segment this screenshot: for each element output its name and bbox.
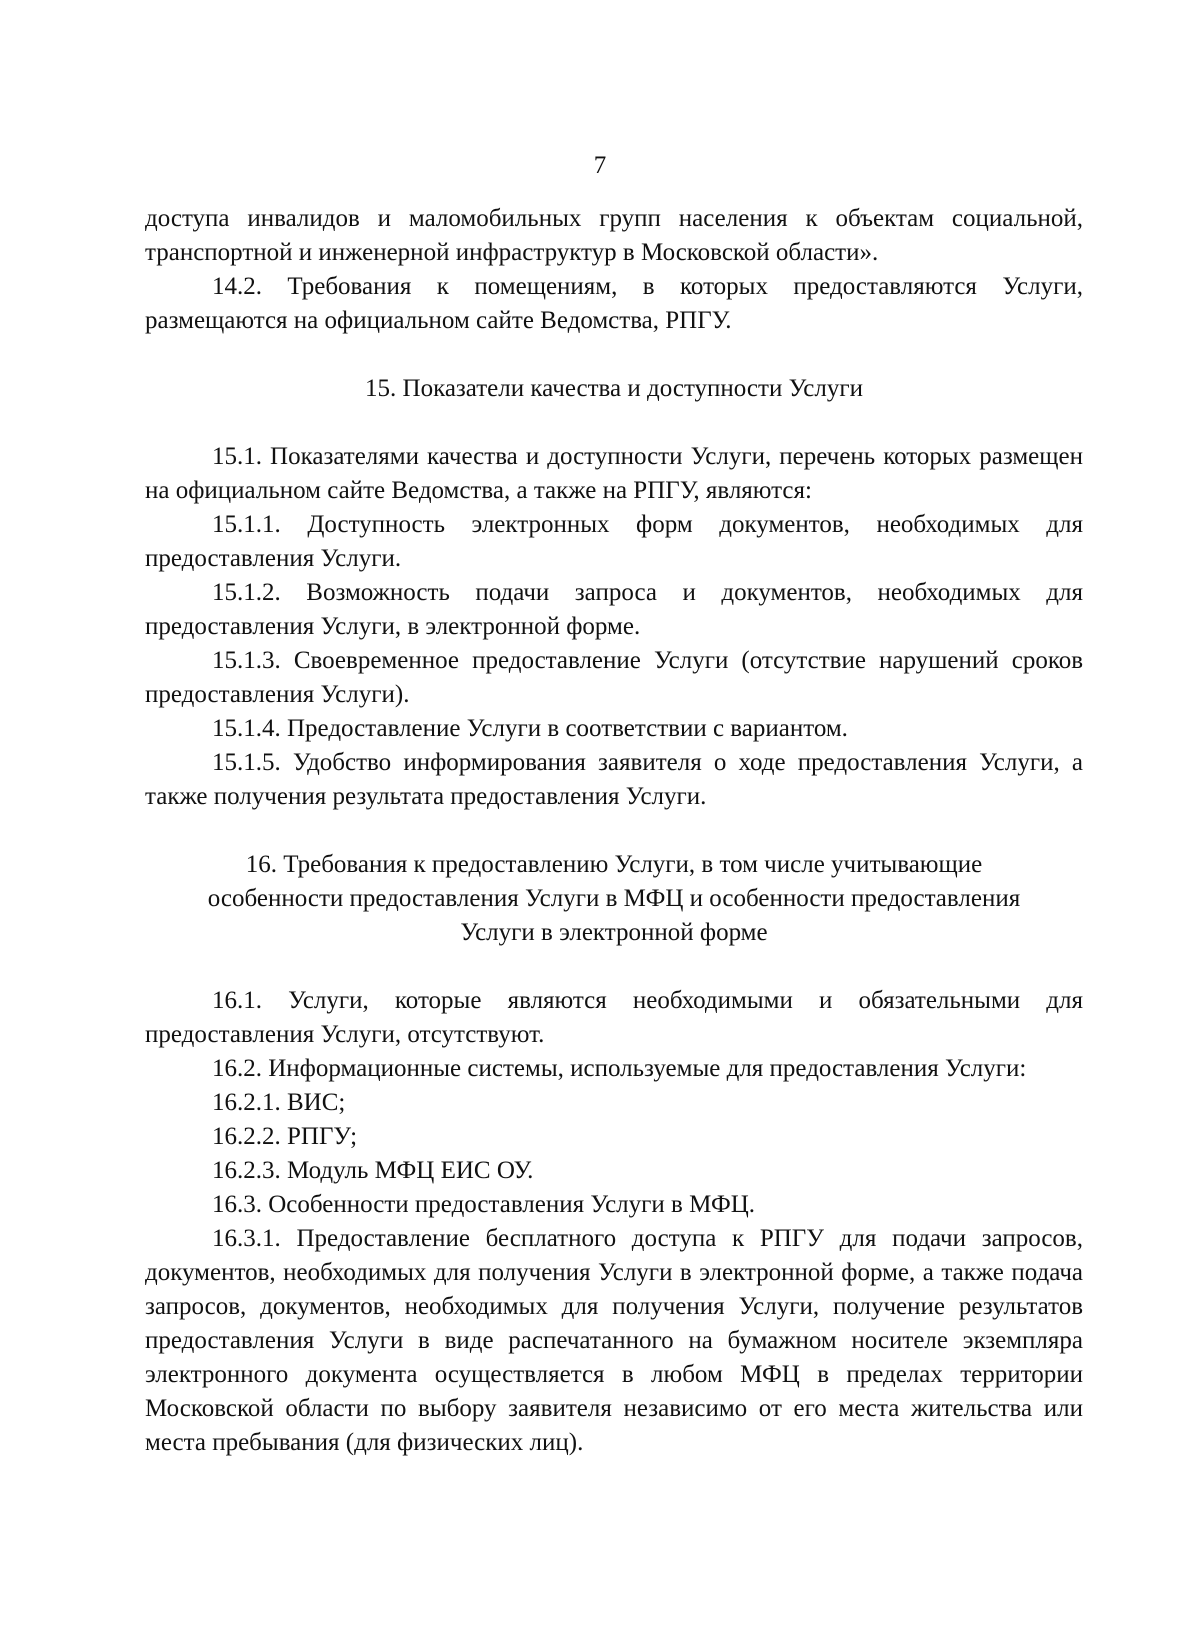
section-16-heading-line: особенности предоставления Услуги в МФЦ и особенности предоставления: [207, 885, 1021, 912]
paragraph-14-2: 14.2. Требования к помещениям, в которых предоставляются Услуги, размещаются на официальном сайте Ведомства, РПГУ.: [145, 273, 1083, 334]
paragraph-16-2-1: 16.2.1. ВИС;: [212, 1089, 346, 1116]
document-body: [145, 202, 1083, 1460]
paragraph-15-1: 15.1. Показателями качества и доступности Услуги, перечень которых размещен на официальном сайте Ведомства, а также на РПГУ, являются:: [145, 443, 1083, 504]
paragraph-15-1-5: 15.1.5. Удобство информирования заявителя о ходе предоставления Услуги, а также получения результата предоставления Услуги.: [145, 749, 1083, 810]
paragraph-15-1-1: 15.1.1. Доступность электронных форм документов, необходимых для предоставления Услуги.: [145, 511, 1083, 572]
paragraph-continuation: доступа инвалидов и маломобильных групп населения к объектам социальной, транспортной и инженерной инфраструктур в Московской области».: [145, 205, 1083, 266]
section-16-heading: [145, 848, 1083, 950]
paragraph-16-2-2: 16.2.2. РПГУ;: [212, 1123, 358, 1150]
paragraph-16-2-3: 16.2.3. Модуль МФЦ ЕИС ОУ.: [212, 1157, 534, 1184]
paragraph-15-1-3: 15.1.3. Своевременное предоставление Услуги (отсутствие нарушений сроков предоставления Услуги).: [145, 647, 1083, 708]
paragraph-16-3-1: 16.3.1. Предоставление бесплатного доступа к РПГУ для подачи запросов, документов, необходимых для получения Услуги в электронной форме, а также подача запросов, документов, необходимых для получения Услуги, получение результатов предоставления Услуги в виде распечатанного на бумажном носителе экземпляра электронного документа осуществляется в любом МФЦ в пределах территории Московской области по выбору заявителя независимо от его места жительства или места пребывания (для физических лиц).: [145, 1225, 1083, 1456]
paragraph-15-1-2: 15.1.2. Возможность подачи запроса и документов, необходимых для предоставления Услуги, в электронной форме.: [145, 579, 1083, 640]
section-16-heading-line: Услуги в электронной форме: [460, 919, 768, 946]
section-16-heading-line: 16. Требования к предоставлению Услуги, в том числе учитывающие: [245, 851, 983, 878]
section-15-heading: 15. Показатели качества и доступности Услуги: [365, 375, 863, 402]
paragraph-15-1-4: 15.1.4. Предоставление Услуги в соответствии с вариантом.: [212, 715, 848, 742]
paragraph-16-1: 16.1. Услуги, которые являются необходимыми и обязательными для предоставления Услуги, отсутствуют.: [145, 987, 1083, 1048]
paragraph-16-2: 16.2. Информационные системы, используемые для предоставления Услуги:: [212, 1055, 1027, 1082]
paragraph-16-3: 16.3. Особенности предоставления Услуги в МФЦ.: [212, 1191, 756, 1218]
page-number: 7: [593, 152, 607, 179]
